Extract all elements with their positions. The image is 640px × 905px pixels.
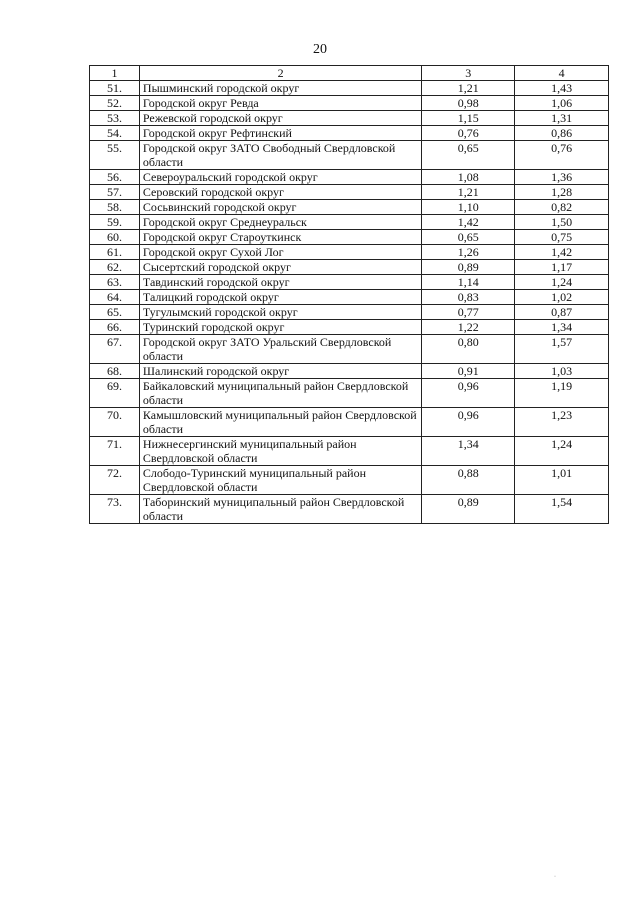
table-row — [90, 200, 609, 215]
column-4-value-cell: 1,02 — [515, 290, 609, 305]
row-number-cell: 63. — [90, 275, 140, 290]
column-4-value-cell: 1,23 — [515, 408, 609, 437]
row-number-cell: 65. — [90, 305, 140, 320]
column-3-value-cell: 1,14 — [422, 275, 515, 290]
municipality-name-cell: Нижнесергинский муниципальный район Свердловской области — [139, 437, 421, 466]
municipality-name-cell: Камышловский муниципальный район Свердловской области — [139, 408, 421, 437]
row-number-cell: 53. — [90, 111, 140, 126]
column-4-value-cell: 0,82 — [515, 200, 609, 215]
municipality-name-cell: Пышминский городской округ — [139, 81, 421, 96]
municipality-name-cell: Сосьвинский городской округ — [139, 200, 421, 215]
column-3-value-cell: 1,21 — [422, 185, 515, 200]
row-number-cell: 70. — [90, 408, 140, 437]
column-3-value-cell: 0,76 — [422, 126, 515, 141]
page-number: 20 — [313, 42, 327, 57]
column-4-value-cell: 1,54 — [515, 495, 609, 524]
column-4-value-cell: 1,31 — [515, 111, 609, 126]
municipality-name-cell: Городской округ Рефтинский — [139, 126, 421, 141]
municipality-name-cell: Североуральский городской округ — [139, 170, 421, 185]
municipality-name-cell: Талицкий городской округ — [139, 290, 421, 305]
column-4-value-cell: 1,19 — [515, 379, 609, 408]
row-number-cell: 73. — [90, 495, 140, 524]
column-3-value-cell: 0,96 — [422, 379, 515, 408]
column-4-value-cell: 1,01 — [515, 466, 609, 495]
table-row — [90, 437, 609, 466]
municipality-name-cell: Городской округ Сухой Лог — [139, 245, 421, 260]
municipality-name-cell: Городской округ ЗАТО Свободный Свердловской области — [139, 141, 421, 170]
column-3-value-cell: 0,80 — [422, 335, 515, 364]
row-number-cell: 60. — [90, 230, 140, 245]
table-row — [90, 141, 609, 170]
table-row — [90, 111, 609, 126]
column-4-value-cell: 1,57 — [515, 335, 609, 364]
municipality-name-cell: Байкаловский муниципальный район Свердловской области — [139, 379, 421, 408]
table-row — [90, 290, 609, 305]
column-3-value-cell: 0,89 — [422, 260, 515, 275]
row-number-cell: 66. — [90, 320, 140, 335]
table-header-row — [90, 66, 609, 81]
municipality-name-cell: Шалинский городской округ — [139, 364, 421, 379]
table-row — [90, 305, 609, 320]
table-row — [90, 320, 609, 335]
column-4-value-cell: 0,86 — [515, 126, 609, 141]
column-3-value-cell: 1,26 — [422, 245, 515, 260]
column-4-value-cell: 1,42 — [515, 245, 609, 260]
table-row — [90, 495, 609, 524]
row-number-cell: 67. — [90, 335, 140, 364]
row-number-cell: 55. — [90, 141, 140, 170]
column-4-value-cell: 1,06 — [515, 96, 609, 111]
column-4-value-cell: 0,87 — [515, 305, 609, 320]
column-3-value-cell: 1,10 — [422, 200, 515, 215]
municipality-name-cell: Таборинский муниципальный район Свердловской области — [139, 495, 421, 524]
header-cell-4: 4 — [515, 66, 609, 81]
row-number-cell: 72. — [90, 466, 140, 495]
column-3-value-cell: 1,42 — [422, 215, 515, 230]
header-cell-3: 3 — [422, 66, 515, 81]
row-number-cell: 59. — [90, 215, 140, 230]
column-4-value-cell: 1,36 — [515, 170, 609, 185]
row-number-cell: 51. — [90, 81, 140, 96]
row-number-cell: 54. — [90, 126, 140, 141]
table-row — [90, 170, 609, 185]
municipality-name-cell: Городской округ Ревда — [139, 96, 421, 111]
row-number-cell: 64. — [90, 290, 140, 305]
table-row — [90, 364, 609, 379]
column-3-value-cell: 0,65 — [422, 141, 515, 170]
municipality-name-cell: Режевской городской округ — [139, 111, 421, 126]
column-3-value-cell: 0,96 — [422, 408, 515, 437]
header-cell-1: 1 — [90, 66, 140, 81]
column-4-value-cell: 1,28 — [515, 185, 609, 200]
table-row — [90, 275, 609, 290]
municipality-name-cell: Тугулымский городской округ — [139, 305, 421, 320]
table-row — [90, 408, 609, 437]
column-4-value-cell: 1,03 — [515, 364, 609, 379]
column-4-value-cell: 1,43 — [515, 81, 609, 96]
municipality-name-cell: Городской округ Среднеуральск — [139, 215, 421, 230]
municipality-name-cell: Городской округ ЗАТО Уральский Свердловской области — [139, 335, 421, 364]
row-number-cell: 71. — [90, 437, 140, 466]
row-number-cell: 52. — [90, 96, 140, 111]
column-3-value-cell: 0,98 — [422, 96, 515, 111]
column-3-value-cell: 0,77 — [422, 305, 515, 320]
row-number-cell: 57. — [90, 185, 140, 200]
row-number-cell: 58. — [90, 200, 140, 215]
column-4-value-cell: 0,75 — [515, 230, 609, 245]
column-3-value-cell: 1,21 — [422, 81, 515, 96]
table-row — [90, 230, 609, 245]
data-table — [89, 65, 609, 524]
table-row — [90, 215, 609, 230]
municipality-name-cell: Городской округ Староуткинск — [139, 230, 421, 245]
table-row — [90, 126, 609, 141]
column-4-value-cell: 1,34 — [515, 320, 609, 335]
municipality-name-cell: Тавдинский городской округ — [139, 275, 421, 290]
column-3-value-cell: 0,88 — [422, 466, 515, 495]
column-3-value-cell: 0,89 — [422, 495, 515, 524]
column-3-value-cell: 1,08 — [422, 170, 515, 185]
table-row — [90, 379, 609, 408]
column-3-value-cell: 0,91 — [422, 364, 515, 379]
municipality-name-cell: Сысертский городской округ — [139, 260, 421, 275]
row-number-cell: 68. — [90, 364, 140, 379]
column-4-value-cell: 1,24 — [515, 275, 609, 290]
column-3-value-cell: 0,83 — [422, 290, 515, 305]
row-number-cell: 62. — [90, 260, 140, 275]
row-number-cell: 56. — [90, 170, 140, 185]
column-3-value-cell: 1,34 — [422, 437, 515, 466]
table-row — [90, 260, 609, 275]
table-row — [90, 245, 609, 260]
column-3-value-cell: 1,22 — [422, 320, 515, 335]
table-row — [90, 185, 609, 200]
row-number-cell: 69. — [90, 379, 140, 408]
table-body — [90, 66, 609, 524]
stray-mark: · — [554, 874, 556, 880]
municipality-name-cell: Туринский городской округ — [139, 320, 421, 335]
column-3-value-cell: 0,65 — [422, 230, 515, 245]
row-number-cell: 61. — [90, 245, 140, 260]
column-4-value-cell: 0,76 — [515, 141, 609, 170]
column-4-value-cell: 1,24 — [515, 437, 609, 466]
table-row — [90, 81, 609, 96]
table-row — [90, 335, 609, 364]
municipality-name-cell: Слободо-Туринский муниципальный район Свердловской области — [139, 466, 421, 495]
column-4-value-cell: 1,50 — [515, 215, 609, 230]
column-4-value-cell: 1,17 — [515, 260, 609, 275]
table-row — [90, 96, 609, 111]
municipality-name-cell: Серовский городской округ — [139, 185, 421, 200]
table-row — [90, 466, 609, 495]
header-cell-2: 2 — [139, 66, 421, 81]
column-3-value-cell: 1,15 — [422, 111, 515, 126]
